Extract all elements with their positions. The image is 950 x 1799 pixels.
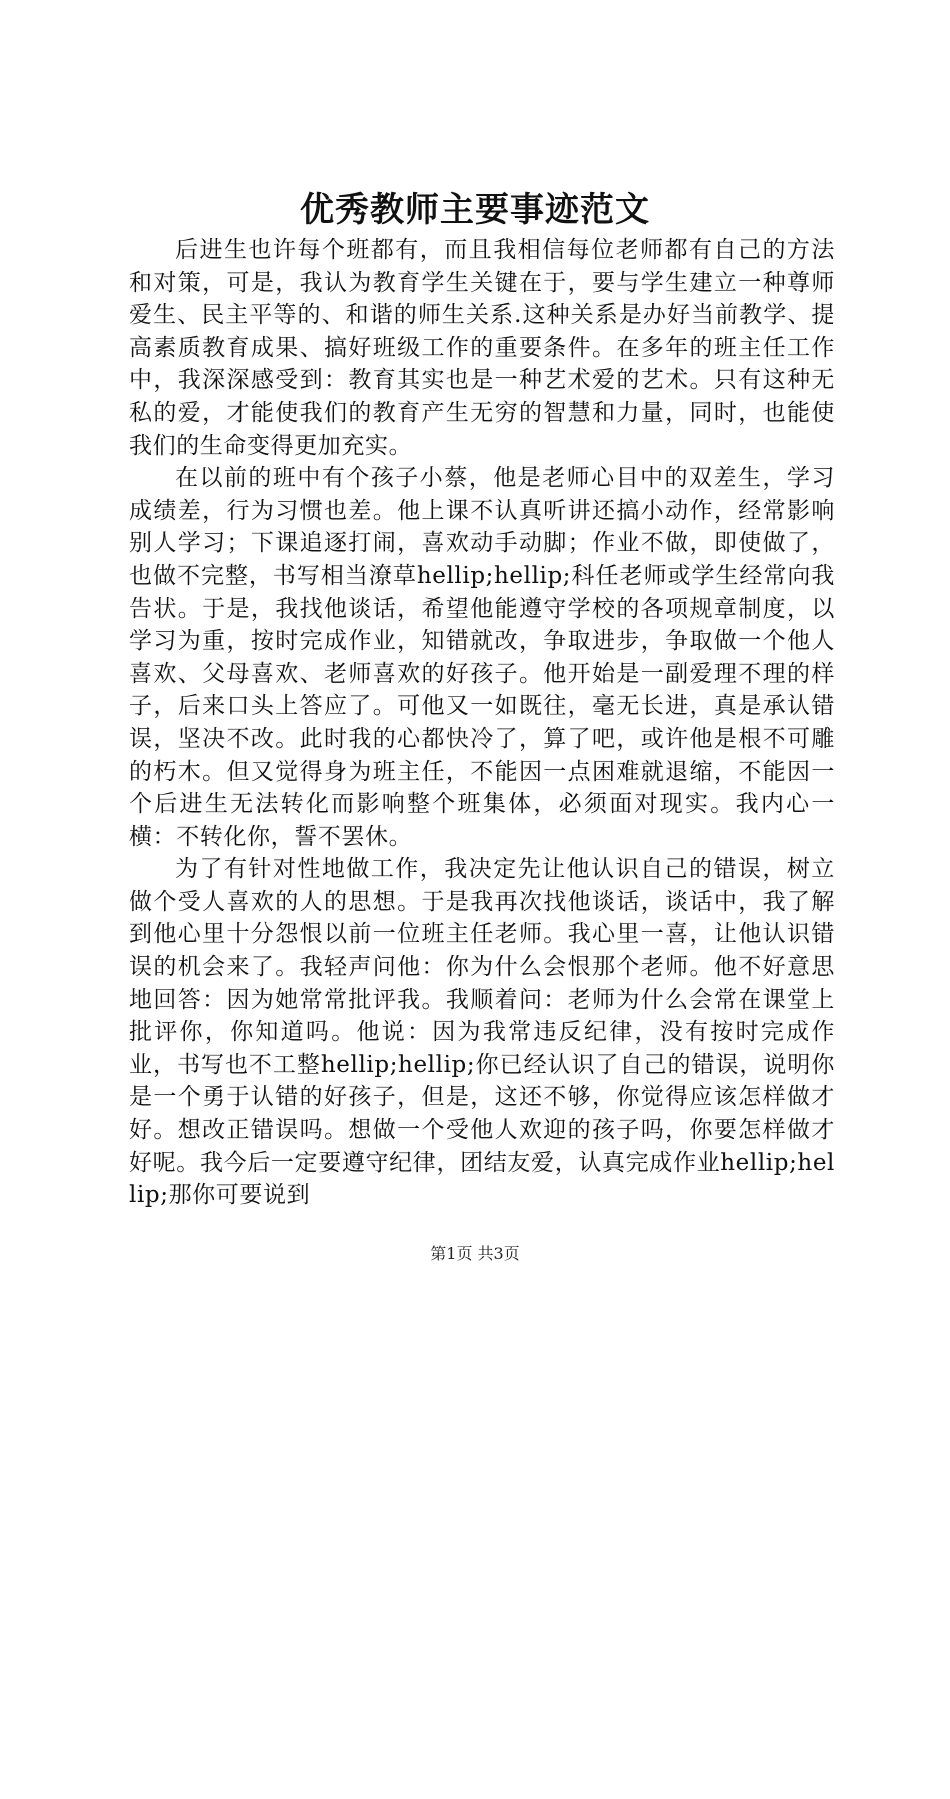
paragraph-3-container <box>129 853 835 1799</box>
document-title: 优秀教师主要事迹范文 <box>300 190 650 230</box>
paragraph-1: 后进生也许每个班都有，而且我相信每位老师都有自己的方法和对策，可是，我认为教育学生关键在于，要与学生建立一种尊师爱生、民主平等的、和谐的师生关系.这种关系是办好当前教学、提高素质教育成果、搞好班级工作的重要条件。在多年的班主任工作中，我深深感受到：教育其实也是一种艺术爱的艺术。只有这种无私的爱，才能使我们的教育产生无穷的智慧和力量，同时，也能使我们的生命变得更加充实。 <box>129 237 835 459</box>
paragraph-2: 在以前的班中有个孩子小蔡，他是老师心目中的双差生，学习成绩差，行为习惯也差。他上课不认真听讲还搞小动作，经常影响别人学习；下课追逐打闹，喜欢动手动脚；作业不做，即使做了，也做不完整，书写相当潦草hellip;hellip;科任老师或学生经常向我告状。于是，我找他谈话，希望他能遵守学校的各项规章制度，以学习为重，按时完成作业，知错就改，争取进步，争取做一个他人喜欢、父母喜欢、老师喜欢的好孩子。他开始是一副爱理不理的样子，后来口头上答应了。可他又一如既往，毫无长进，真是承认错误，坚决不改。此时我的心都快冷了，算了吧，或许他是根不可雕的朽木。但又觉得身为班主任，不能因一点困难就退缩，不能因一个后进生无法转化而影响整个班集体，必须面对现实。我内心一横：不转化你，誓不罢休。 <box>129 465 835 850</box>
page-number: 第1页 共3页 <box>430 1244 520 1263</box>
document-body <box>129 234 835 1799</box>
paragraph-3: 为了有针对性地做工作，我决定先让他认识自己的错误，树立做个受人喜欢的人的思想。于是我再次找他谈话，谈话中，我了解到他心里十分怨恨以前一位班主任老师。我心里一喜，让他认识错误的机会来了。我轻声问他：你为什么会恨那个老师。他不好意思地回答：因为她常常批评我。我顺着问：老师为什么会常在课堂上批评你，你知道吗。他说：因为我常违反纪律，没有按时完成作业，书写也不工整hellip;hellip;你已经认识了自己的错误，说明你是一个勇于认错的好孩子，但是，这还不够，你觉得应该怎样做才好。想改正错误吗。想做一个受他人欢迎的孩子吗，你要怎样做才好呢。我今后一定要遵守纪律，团结友爱，认真完成作业hellip;hellip;那你可要说到 <box>129 856 835 1209</box>
